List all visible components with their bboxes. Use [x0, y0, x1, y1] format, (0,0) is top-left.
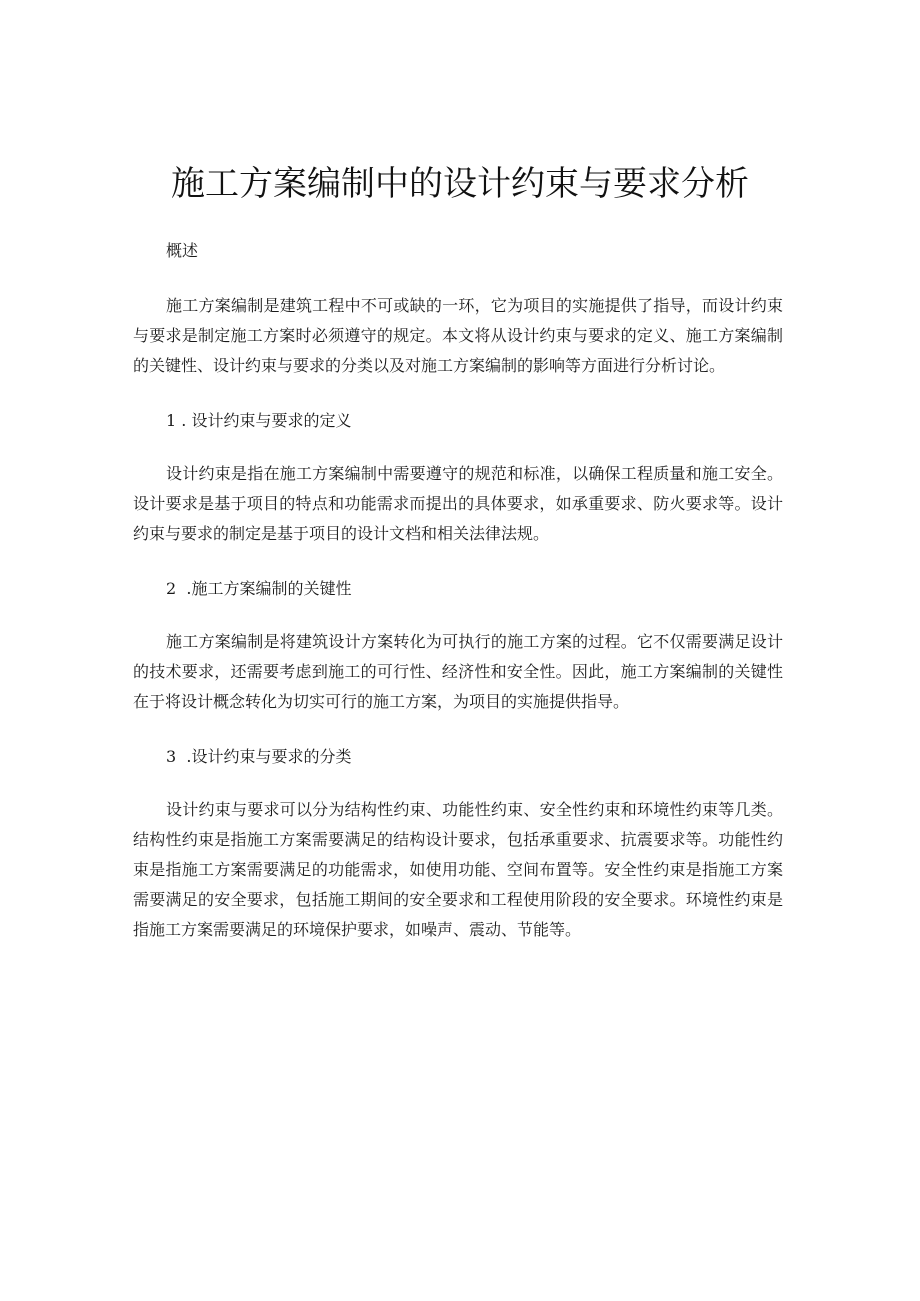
section-paragraph-overview: 施工方案编制是建筑工程中不可或缺的一环，它为项目的实施提供了指导，而设计约束与要求是制定施工方案时必须遵守的规定。本文将从设计约束与要求的定义、施工方案编制的关键性、设计约束与要求的分类以及对施工方案编制的影响等方面进行分析讨论。 — [133, 296, 783, 375]
section-heading-classification: 3 .设计约束与要求的分类 — [166, 747, 352, 766]
section-heading-definition: 1 . 设计约束与要求的定义 — [166, 411, 352, 430]
section-heading-overview: 概述 — [166, 241, 199, 260]
section-heading-importance: 2 .施工方案编制的关键性 — [166, 579, 352, 598]
document-title: 施工方案编制中的设计约束与要求分析 — [171, 164, 749, 204]
section-paragraph-definition: 设计约束是指在施工方案编制中需要遵守的规范和标准，以确保工程质量和施工安全。设计要求是基于项目的特点和功能需求而提出的具体要求，如承重要求、防火要求等。设计约束与要求的制定是基于项目的设计文档和相关法律法规。 — [133, 464, 783, 543]
section-paragraph-classification: 设计约束与要求可以分为结构性约束、功能性约束、安全性约束和环境性约束等几类。结构性约束是指施工方案需要满足的结构设计要求，包括承重要求、抗震要求等。功能性约束是指施工方案需要满足的功能需求，如使用功能、空间布置等。安全性约束是指施工方案需要满足的安全要求，包括施工期间的安全要求和工程使用阶段的安全要求。环境性约束是指施工方案需要满足的环境保护要求，如噪声、震动、节能等。 — [133, 800, 783, 939]
document-body — [133, 236, 783, 945]
section-paragraph-importance: 施工方案编制是将建筑设计方案转化为可执行的施工方案的过程。它不仅需要满足设计的技术要求，还需要考虑到施工的可行性、经济性和安全性。因此，施工方案编制的关键性在于将设计概念转化为切实可行的施工方案，为项目的实施提供指导。 — [133, 632, 783, 711]
